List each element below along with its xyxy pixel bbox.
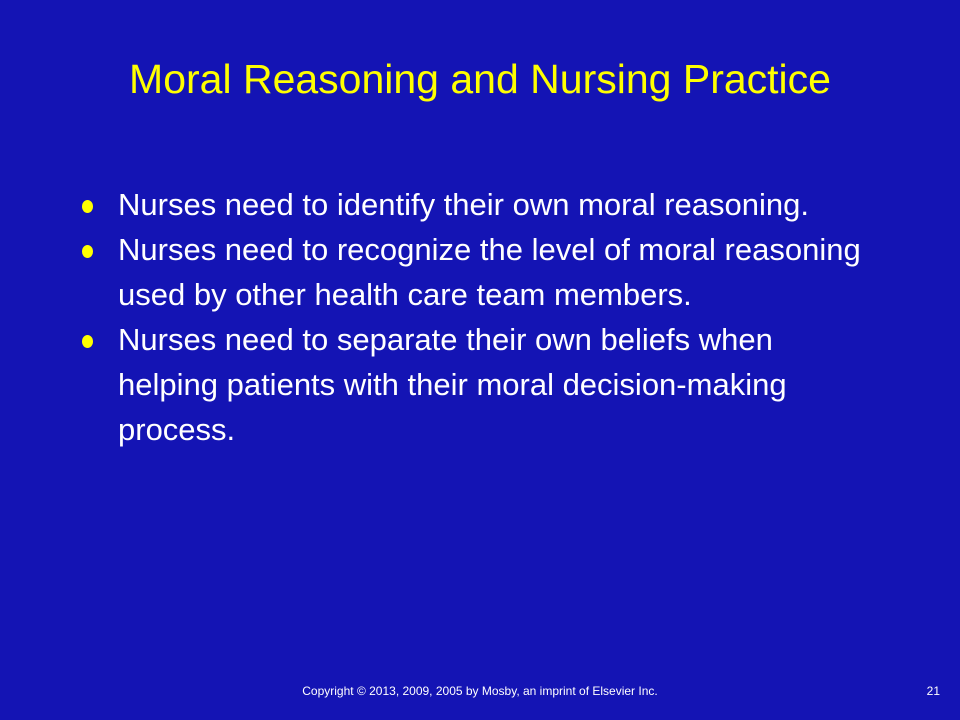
bullet-text: Nurses need to recognize the level of moral reasoning used by other health care team members. <box>118 232 861 312</box>
circle-bullet-icon <box>82 200 93 213</box>
bullet-item <box>80 227 870 317</box>
circle-bullet-icon <box>82 245 93 258</box>
bullet-item <box>80 317 870 452</box>
page-number: 21 <box>926 684 940 698</box>
circle-bullet-icon <box>82 335 93 348</box>
copyright-footer: Copyright © 2013, 2009, 2005 by Mosby, an imprint of Elsevier Inc. <box>302 684 658 698</box>
bullet-text: Nurses need to separate their own beliefs when helping patients with their moral decision-making process. <box>118 322 787 447</box>
bullet-list <box>80 182 870 452</box>
bullet-text: Nurses need to identify their own moral reasoning. <box>118 187 809 222</box>
slide-title: Moral Reasoning and Nursing Practice <box>129 56 831 102</box>
bullet-item <box>80 182 870 227</box>
